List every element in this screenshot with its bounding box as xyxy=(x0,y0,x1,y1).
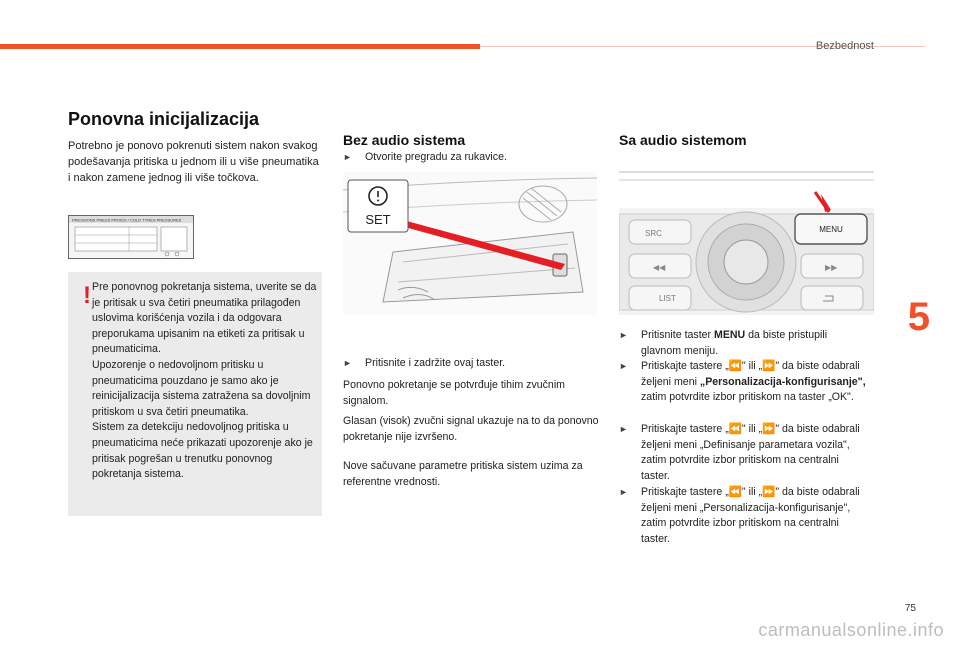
list-button-label: LIST xyxy=(659,294,676,303)
intro-text: Potrebno je ponovo pokrenuti sistem nakon svakog podešavanja pritiska u jednom ili u više pneumatika i nakon zamene jednog ili više točkova. xyxy=(68,140,319,184)
bullet-open-glovebox: ► Otvorite pregradu za rukavice. xyxy=(343,150,597,166)
bullet-icon: ► xyxy=(619,424,628,434)
menu-button-label: MENU xyxy=(819,225,843,234)
chapter-number: 5 xyxy=(907,295,930,339)
bullet-icon: ► xyxy=(343,358,352,368)
bullet-select-personalization: ► Pritiskajte tastere „⏪" ili „⏩" da biste odabrali željeni meni „Personalizacija-konfigurisanje", zatim potvrdite izbor pritiskom na taster „OK". xyxy=(619,360,866,404)
warning-paragraph-3: Sistem za detekciju nedovoljnog pritiska u pneumaticima neće prikazati upozorenje ako je pritisak pogrešan u trenutku ponovnog pokretanja sistema. xyxy=(92,421,313,481)
tire-pressure-label-image xyxy=(68,215,194,259)
svg-text:▶▶: ▶▶ xyxy=(825,263,838,272)
src-button-label: SRC xyxy=(645,229,662,238)
section-title-with-audio: Sa audio sistemom xyxy=(619,132,747,148)
paragraph-confirm-beep: Ponovno pokretanje se potvrđuje tihim zvučnim signalom. xyxy=(343,379,565,407)
bullet-press-hold: ► Pritisnite i zadržite ovaj taster. xyxy=(343,356,597,372)
header-accent-bar xyxy=(0,44,480,49)
page-number: 75 xyxy=(904,603,916,614)
section-title-no-audio: Bez audio sistema xyxy=(343,132,466,148)
bullet-select-vehicle-params: ► Pritiskajte tastere „⏪" ili „⏩" da biste odabrali željeni meni „Definisanje parametara vozila", zatim potvrdite izbor pritiskom na centralni taster. xyxy=(619,423,860,482)
set-button-label: SET xyxy=(365,212,391,227)
tire-label-header: PRESSIONS PNEUS PROIDS / COLD TYRES PRESSURES xyxy=(72,217,182,223)
section-label: Bezbednost xyxy=(815,40,874,52)
bullet-icon: ► xyxy=(619,361,628,371)
bullet-press-menu: ► Pritisnite taster MENU da biste pristupili glavnom meniju. xyxy=(619,329,828,357)
bullet-icon: ► xyxy=(343,152,352,162)
svg-text:◀◀: ◀◀ xyxy=(653,263,666,272)
bullet-icon: ► xyxy=(619,487,628,497)
audio-panel-illustration xyxy=(619,170,874,315)
warning-paragraph-1: Pre ponovnog pokretanja sistema, uverite se da je pritisak u sva četiri pneumatika prilagođen uslovima korišćenja vozila i da odgovara preporukama upisanim na etiketi za pritisak u pneumaticima. xyxy=(92,281,317,356)
warning-icon: ! xyxy=(83,282,91,309)
paragraph-new-params: Nove sačuvane parametre pritiska sistem uzima za referentne vrednosti. xyxy=(343,460,583,488)
page-title: Ponovna inicijalizacija xyxy=(68,109,260,129)
glovebox-illustration xyxy=(343,172,597,315)
bullet-select-config: ► Pritiskajte tastere „⏪" ili „⏩" da biste odabrali željeni meni „Personalizacija-konfigurisanje", zatim potvrdite izbor pritiskom na centralni taster. xyxy=(619,486,860,545)
warning-paragraph-2: Upozorenje o nedovoljnom pritisku u pneumaticima pouzdano je samo ako je reinicijalizacija sistema zatražena sa dovoljnim pritiskom u sva četiri pneumatika. xyxy=(92,358,311,418)
bullet-icon: ► xyxy=(619,330,628,340)
warning-box xyxy=(68,272,322,516)
watermark: carmanualsonline.info xyxy=(758,620,944,640)
paragraph-loud-beep: Glasan (visok) zvučni signal ukazuje na to da ponovno pokretanje nije izvršeno. xyxy=(343,415,599,443)
